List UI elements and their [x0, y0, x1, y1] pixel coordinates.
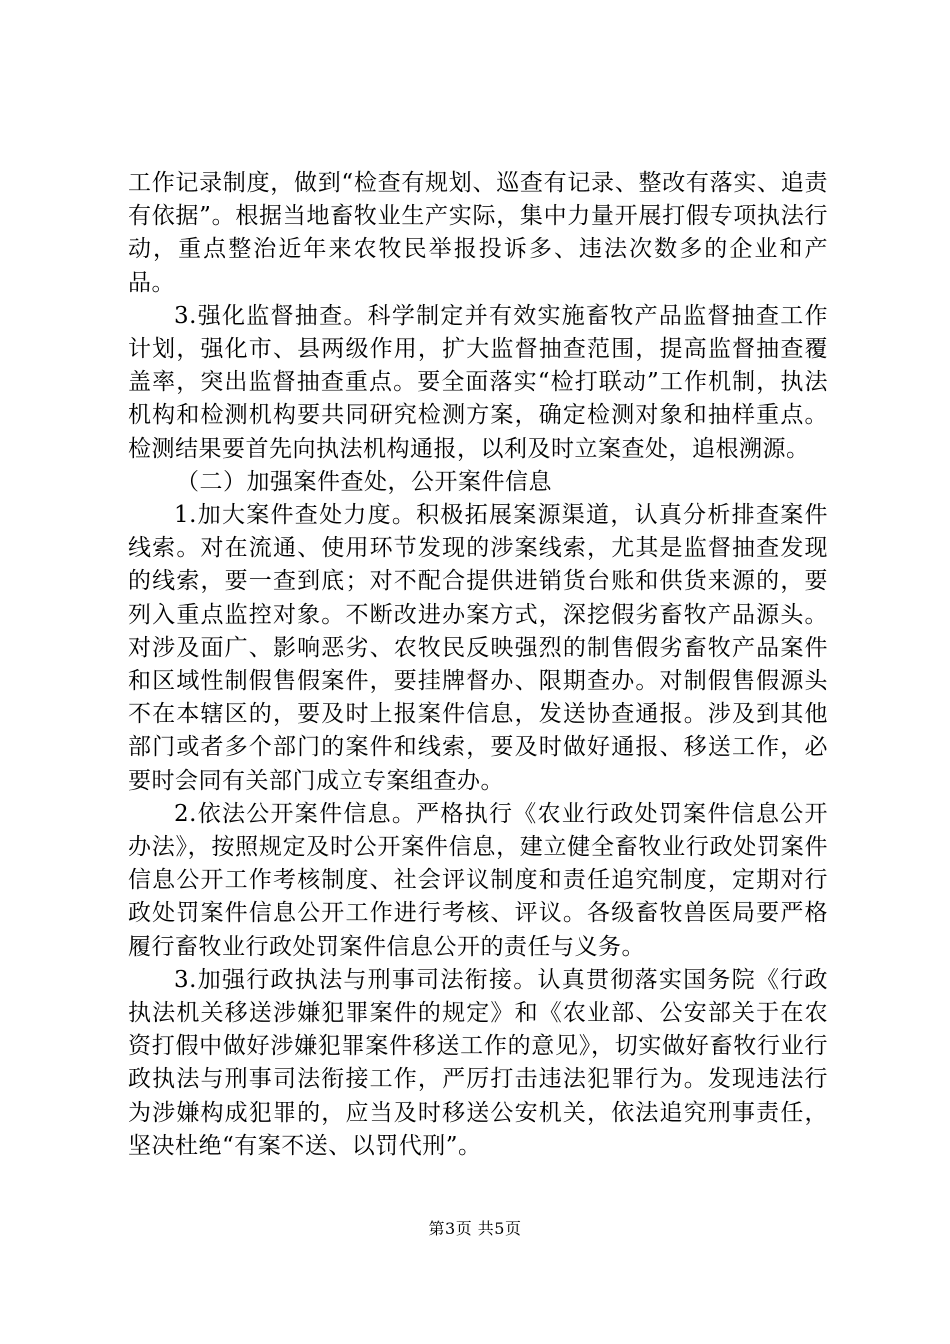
paragraph-law-enforcement-linkage: 3.加强行政执法与刑事司法衔接。认真贯彻落实国务院《行政执法机关移送涉嫌犯罪案件的规定》和《农业部、公安部关于在农资打假中做好涉嫌犯罪案件移送工作的意见》，切实做好畜牧行业行政执法与刑事司法衔接工作，严厉打击违法犯罪行为。发现违法行为涉嫌构成犯罪的，应当及时移送公安机关，依法追究刑事责任，坚决杜绝“有案不送、以罚代刑”。: [128, 966, 828, 1159]
paragraph-case-disclosure: 2.依法公开案件信息。严格执行《农业行政处罚案件信息公开办法》，按照规定及时公开案件信息，建立健全畜牧业行政处罚案件信息公开工作考核制度、社会评议制度和责任追究制度，定期对行政处罚案件信息公开工作进行考核、评议。各级畜牧兽医局要严格履行畜牧业行政处罚案件信息公开的责任与义务。: [128, 800, 828, 960]
paragraph-case-investigation: 1.加大案件查处力度。积极拓展案源渠道，认真分析排查案件线索。对在流通、使用环节发现的涉案线索，尤其是监督抽查发现的线索，要一查到底；对不配合提供进销货台账和供货来源的，要列入重点监控对象。不断改进办案方式，深挖假劣畜牧产品源头。对涉及面广、影响恶劣、农牧民反映强烈的制售假劣畜牧产品案件和区域性制假售假案件，要挂牌督办、限期查办。对制假售假源头不在本辖区的，要及时上报案件信息，发送协查通报。涉及到其他部门或者多个部门的案件和线索，要及时做好通报、移送工作，必要时会同有关部门成立专案组查办。: [128, 502, 828, 794]
paragraph-record-system: 工作记录制度，做到“检查有规划、巡查有记录、整改有落实、追责有依据”。根据当地畜牧业生产实际，集中力量开展打假专项执法行动，重点整治近年来农牧民举报投诉多、违法次数多的企业和产品。: [128, 170, 828, 296]
section-heading-case-handling: （二）加强案件查处，公开案件信息: [176, 468, 552, 495]
paragraph-supervision-inspection: 3.强化监督抽查。科学制定并有效实施畜牧产品监督抽查工作计划，强化市、县两级作用，扩大监督抽查范围，提高监督抽查覆盖率，突出监督抽查重点。要全面落实“检打联动”工作机制，执法机构和检测机构要共同研究检测方案，确定检测对象和抽样重点。检测结果要首先向执法机构通报，以利及时立案查处，追根溯源。: [128, 302, 828, 462]
page-number-footer: 第3页 共5页: [428, 1219, 522, 1238]
document-body: [128, 167, 828, 1163]
